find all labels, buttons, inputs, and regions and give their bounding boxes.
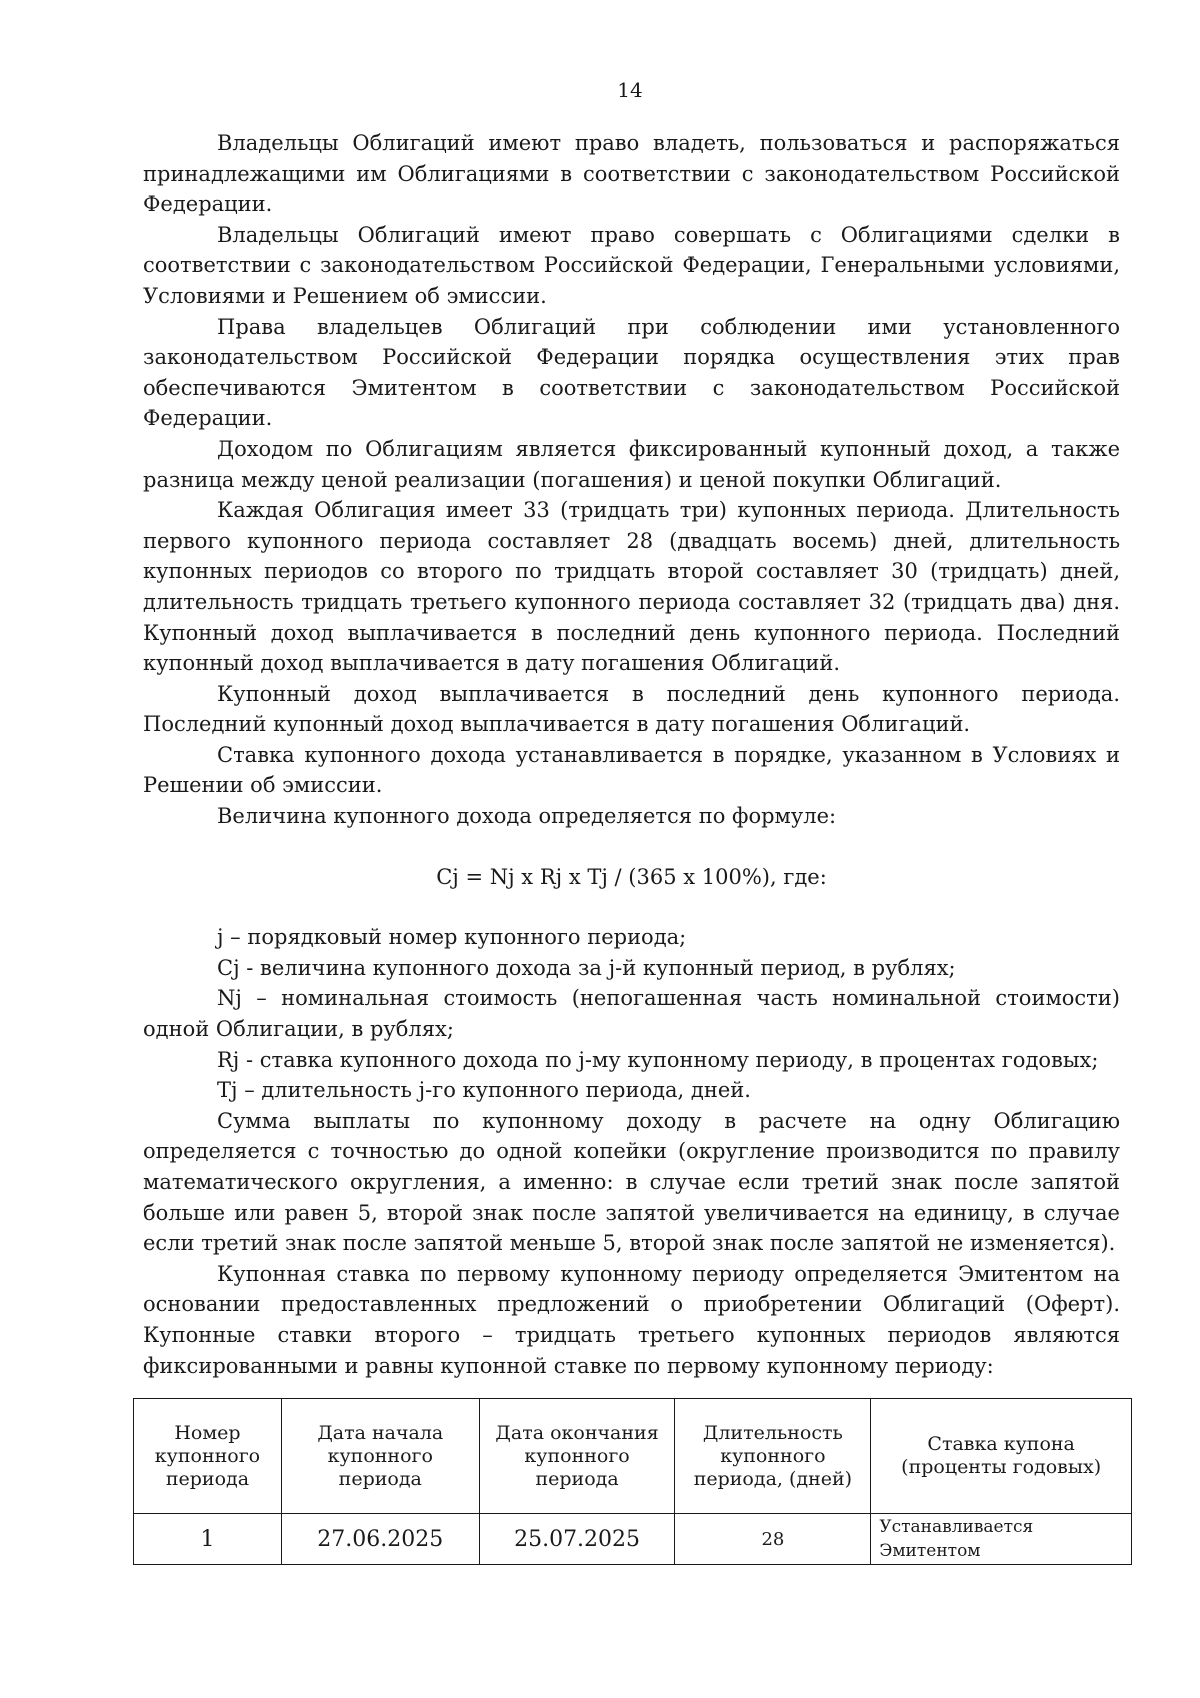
cell-period-number: 1 <box>134 1514 282 1565</box>
coupon-formula: Cj = Nj x Rj x Tj / (365 x 100%), где: <box>436 864 827 889</box>
table-row <box>134 1514 1132 1565</box>
cell-start-date: 27.06.2025 <box>281 1514 479 1565</box>
paragraph-coupon-rate: Ставка купонного дохода устанавливается в порядке, указанном в Условиях и Решении об эмиссии. <box>143 742 1120 798</box>
paragraph-income: Доходом по Облигациям является фиксированный купонный доход, а также разница между ценой реализации (погашения) и ценой покупки Облигаций. <box>143 436 1120 492</box>
paragraph-transactions: Владельцы Облигаций имеют право совершать с Облигациями сделки в соответствии с законодательством Российской Федерации, Генеральными условиями, Условиями и Решением об эмиссии. <box>143 222 1120 308</box>
paragraph-rights-enforcement: Права владельцев Облигаций при соблюдении ими установленного законодательством Российской Федерации порядка осуществления этих прав обеспечиваются Эмитентом в соответствии с законодательством Российской Федерации. <box>143 314 1120 431</box>
paragraph-coupon-rates: Купонная ставка по первому купонному периоду определяется Эмитентом на основании предоставленных предложений о приобретении Облигаций (Оферт). Купонные ставки второго – тридцать третьего купонных периодов являются фиксированными и равны купонной ставке по первому купонному периоду: <box>143 1261 1120 1378</box>
header-period-number: Номер купонного периода <box>134 1399 282 1514</box>
definition-cj: Cj - величина купонного дохода за j-й купонный период, в рублях; <box>217 955 956 980</box>
header-end-date: Дата окончания купонного периода <box>479 1399 675 1514</box>
table-header-row <box>134 1399 1132 1514</box>
definition-rj: Rj - ставка купонного дохода по j-му купонному периоду, в процентах годовых; <box>217 1047 1099 1072</box>
document-body <box>143 128 1120 1381</box>
definition-j: j – порядковый номер купонного периода; <box>217 925 687 950</box>
definition-tj: Tj – длительность j-го купонного периода, дней. <box>217 1078 751 1103</box>
paragraph-coupon-payment: Купонный доход выплачивается в последний день купонного периода. Последний купонный доход выплачивается в дату погашения Облигаций. <box>143 681 1120 737</box>
header-duration: Длительность купонного периода, (дней) <box>675 1399 871 1514</box>
cell-duration: 28 <box>675 1514 871 1565</box>
header-start-date: Дата начала купонного периода <box>281 1399 479 1514</box>
paragraph-rounding: Сумма выплаты по купонному доходу в расчете на одну Облигацию определяется с точностью до одной копейки (округление производится по правилу математического округления, а именно: в случае если третий знак после запятой больше или равен 5, второй знак после запятой увеличивается на единицу, в случае если третий знак после запятой меньше 5, второй знак после запятой не изменяется). <box>143 1108 1120 1256</box>
paragraph-formula-intro: Величина купонного дохода определяется по формуле: <box>217 804 837 829</box>
cell-end-date: 25.07.2025 <box>479 1514 675 1565</box>
paragraph-coupon-periods: Каждая Облигация имеет 33 (тридцать три) купонных периода. Длительность первого купонного периода составляет 28 (двадцать восемь) дней, длительность купонных периодов со второго по тридцать второй составляет 30 (тридцать) дней, длительность тридцать третьего купонного периода составляет 32 (тридцать два) дня. Купонный доход выплачивается в последний день купонного периода. Последний купонный доход выплачивается в дату погашения Облигаций. <box>143 498 1120 676</box>
cell-coupon-rate: Устанавливается Эмитентом <box>871 1514 1132 1565</box>
header-coupon-rate: Ставка купона (проценты годовых) <box>871 1399 1132 1514</box>
definition-nj: Nj – номинальная стоимость (непогашенная часть номинальной стоимости) одной Облигации, в рублях; <box>143 986 1120 1042</box>
paragraph-owner-rights: Владельцы Облигаций имеют право владеть, пользоваться и распоряжаться принадлежащими им Облигациями в соответствии с законодательством Российской Федерации. <box>143 131 1120 217</box>
coupon-table <box>133 1398 1132 1565</box>
page-number: 14 <box>617 78 643 102</box>
